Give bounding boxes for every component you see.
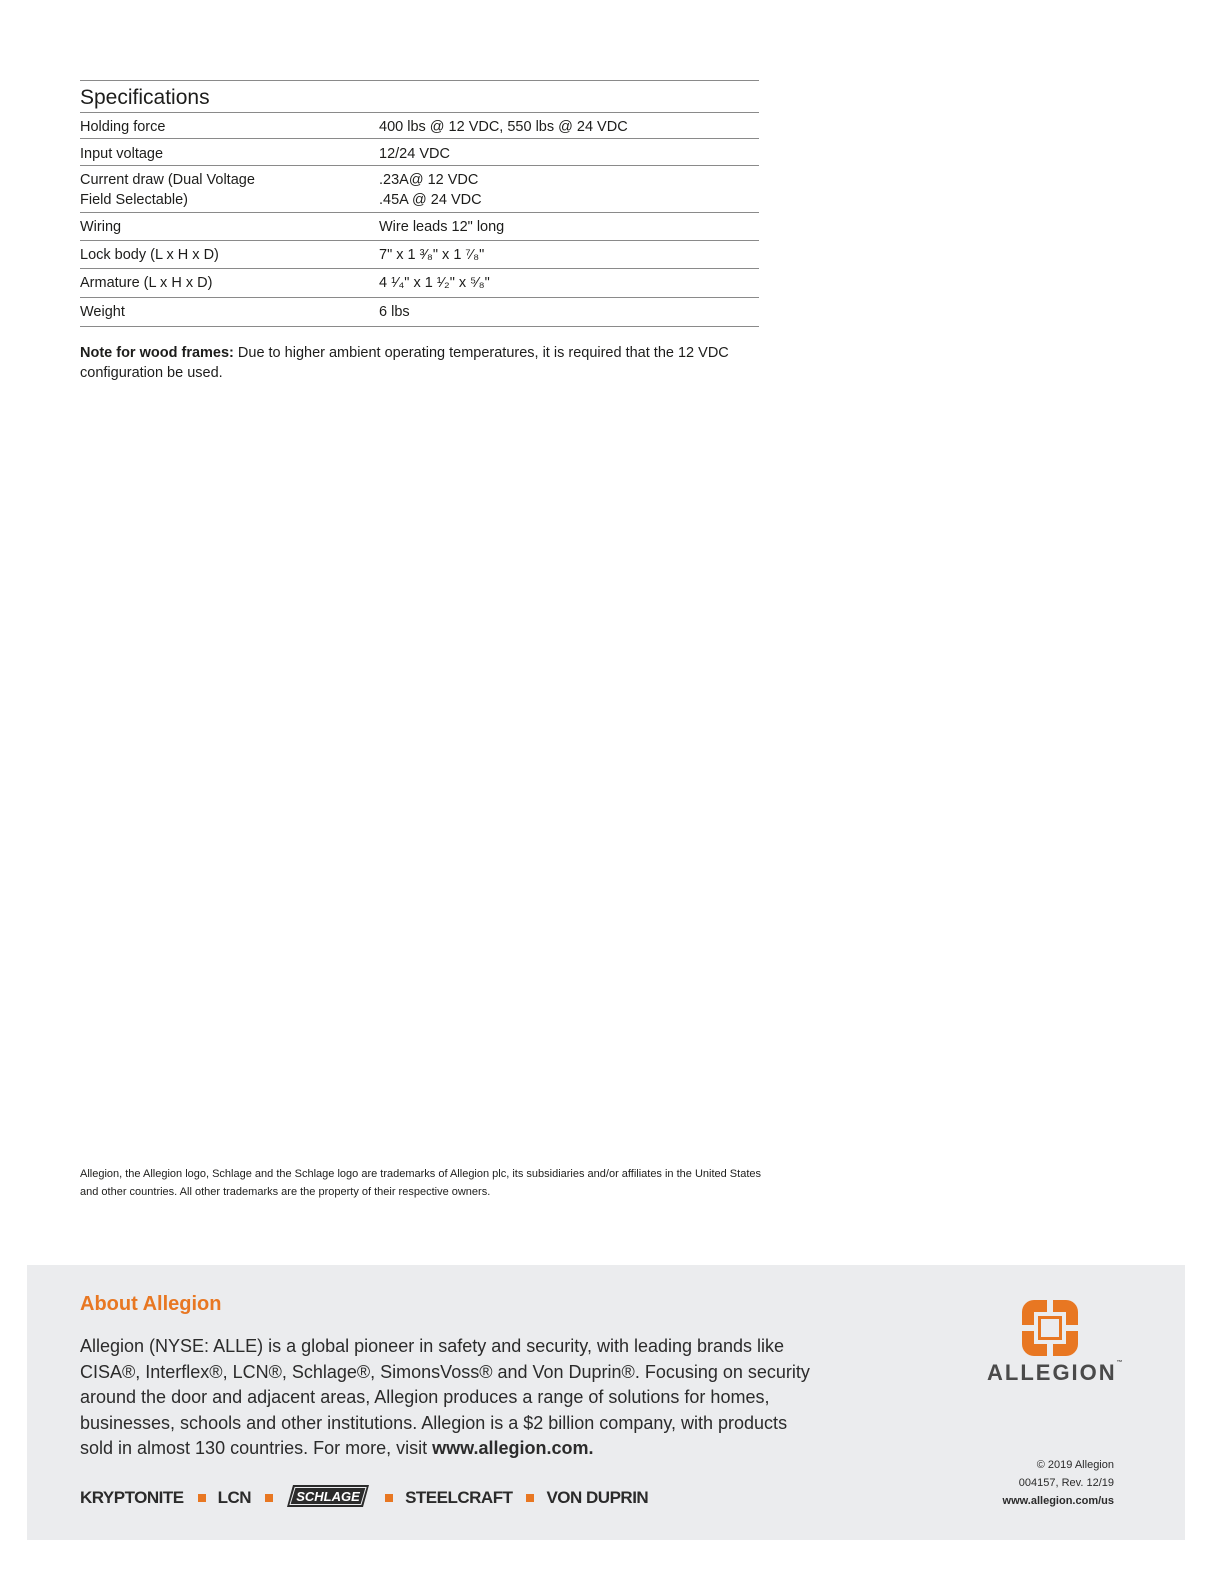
allegion-link[interactable]: www.allegion.com. (432, 1438, 594, 1458)
brand-separator (198, 1494, 206, 1502)
spec-row-lock-body (80, 241, 759, 269)
von-duprin-logo: VON DUPRIN (546, 1488, 649, 1507)
allegion-wordmark (987, 1360, 1125, 1386)
footer-info (1003, 1456, 1114, 1510)
schlage-logo (285, 1484, 371, 1513)
spec-label: Holding force (80, 119, 166, 135)
spec-label: Weight (80, 304, 125, 320)
specifications-table (80, 80, 759, 327)
about-allegion-panel (27, 1265, 1185, 1540)
steelcraft-logo: STEELCRAFT (405, 1488, 513, 1507)
note-bold-label: Note for wood frames: (80, 345, 234, 361)
spec-value: 7" x 1 ³⁄₈" x 1 ⁷⁄₈" (379, 247, 485, 263)
allegion-us-url[interactable]: www.allegion.com/us (1002, 1495, 1114, 1507)
spec-label-line: Field Selectable) (80, 192, 188, 208)
spec-label-line: Current draw (Dual Voltage (80, 172, 255, 188)
spec-value-line: .45A @ 24 VDC (379, 192, 482, 208)
trademark-notice: Allegion, the Allegion logo, Schlage and the Schlage logo are trademarks of Allegion plc, its subsidiaries and/or affiliates in the United States and other countries. All other trademarks are the property of their respective owners. (80, 1168, 761, 1198)
spec-label (80, 170, 379, 212)
trademark-symbol: ™ (1116, 1360, 1125, 1366)
spec-value: Wire leads 12" long (379, 219, 505, 235)
spec-row-wiring (80, 213, 759, 241)
spec-row-input-voltage (80, 139, 759, 166)
about-text (80, 1334, 810, 1462)
brand-separator (265, 1494, 273, 1502)
about-title: About Allegion (80, 1293, 222, 1315)
schlage-logo-text: SCHLAGE (296, 1488, 360, 1504)
brand-separator (385, 1494, 393, 1502)
spec-label: Input voltage (80, 146, 164, 162)
spec-row-armature (80, 269, 759, 298)
kryptonite-logo: KRYPTONITE (80, 1488, 184, 1507)
document-revision: 004157, Rev. 12/19 (1018, 1477, 1114, 1489)
spec-label: Wiring (80, 219, 122, 235)
spec-value: 4 ¹⁄₄" x 1 ¹⁄₂" x ⁵⁄₈" (379, 275, 490, 291)
allegion-mark-icon (1020, 1298, 1080, 1358)
about-body: Allegion (NYSE: ALLE) is a global pioneer in safety and security, with leading brands like CISA®, Interflex®, LCN®, Schlage®, SimonsVoss® and Von Duprin®. Focusing on security around the door and adjacent areas, Allegion produces a range of solutions for homes, businesses, schools and other institutions. Allegion is a $2 billion company, with products sold in almost 130 countries. For more, visit (80, 1336, 810, 1458)
spec-row-current-draw (80, 166, 759, 213)
spec-row-weight (80, 298, 759, 327)
spec-value-line: .23A@ 12 VDC (379, 172, 479, 188)
spec-value: 400 lbs @ 12 VDC, 550 lbs @ 24 VDC (379, 119, 628, 135)
wood-frame-note (80, 343, 740, 383)
spec-value: 6 lbs (379, 304, 410, 320)
spec-value (379, 170, 759, 212)
allegion-logo (987, 1298, 1125, 1386)
specifications-title: Specifications (80, 80, 759, 113)
copyright: © 2019 Allegion (1036, 1459, 1114, 1471)
lcn-logo: LCN (217, 1488, 252, 1507)
spec-label: Armature (L x H x D) (80, 275, 213, 291)
brand-logos (80, 1485, 648, 1511)
spec-label: Lock body (L x H x D) (80, 247, 219, 263)
brand-separator (526, 1494, 534, 1502)
allegion-wordmark-text: ALLEGION (987, 1360, 1117, 1385)
spec-row-holding-force (80, 113, 759, 139)
note-text: Due to higher ambient operating temperatures, it is required that the 12 VDC configuration be used. (80, 345, 729, 381)
spec-value: 12/24 VDC (379, 146, 450, 162)
